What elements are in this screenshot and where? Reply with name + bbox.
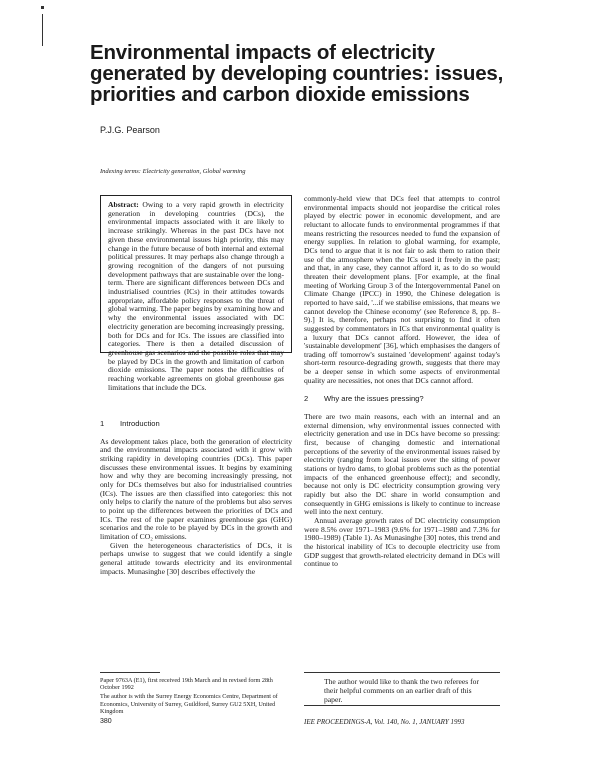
- footnote-received: Paper 9763A (E1), first received 19th March and in revised form 28th October 1992: [100, 677, 273, 692]
- page-number: 380: [100, 718, 112, 725]
- abstract-text: Owing to a very rapid growth in electricity generation in developing countries (DCs), the environmental impacts associated with it are likely to increase strikingly. Whereas in the past DCs have not given these environmental issues high priority, this may change in the future because of both internal and external political pressures. It may perhaps also change through a growing recognition of the dangers of not pursuing development pathways that are sustainable over the long-term. There are significant differences between DCs and industrialised countries (ICs) in their attitudes towards appropriate, affordable policy responses to the threat of global warming. The paper begins by examining how and why the environmental issues associated with DC electricity generation are becoming increasingly pressing, both for DCs and for ICs. The issues are classified into categories. There is then a detailed discussion of greenhouse gas scenarios and the possible roles that may be played by DCs in the growth and limitation of carbon dioxide emissions. The paper notes the difficulties of reaching workable agreements on global greenhouse gas limitations that include the DCs.: [108, 200, 284, 392]
- abstract-box: [100, 195, 292, 392]
- footnote-rule: [100, 672, 160, 673]
- footnote-affiliation: The author is with the Surrey Energy Economics Centre, Department of Economics, University of Surrey, Guildford, Surrey GU2 5XH, United Kingdom: [100, 693, 278, 715]
- section-2-paragraph: There are two main reasons, each with an internal and an external dimension, why environmental issues connected with electricity generation and use in DCs have become so pressing: first, because of changing domestic and international perceptions of the severity of the environmental issues raised by electricity (ranging from local issues over the siting of power stations or hydro dams, to global problems such as the potential impacts of the enhanced greenhouse effect); and secondly, because not only is DC electricity consumption growing very rapidly but also the DC share in world consumption and consequently in GHG emissions is likely to continue to increase well into the next century.: [304, 412, 500, 517]
- right-column: [304, 195, 500, 665]
- paper-title: Environmental impacts of electricity generated by developing countries: issues, priorities and carbon dioxide emissions: [90, 41, 504, 106]
- section-2-paragraph: Annual average growth rates of DC electricity consumption were 8.5% over 1971–1983 (9.6% for 1971–1980 and 7.3% for 1980–1989) (Table 1). As Munasinghe [30] notes, this trend and the historical inability of ICs to decouple electricity use from GDP suggest that growth-related electricity demand in DCs will continue to: [304, 515, 500, 569]
- left-column: [100, 420, 292, 670]
- indexing-terms: Indexing terms: Electricity generation, Global warming: [100, 168, 246, 175]
- journal-footer: IEE PROCEEDINGS-A, Vol. 140, No. 1, JANUARY 1993: [304, 718, 465, 726]
- margin-mark: [42, 14, 43, 46]
- section-2-heading: [304, 395, 500, 404]
- section-1-heading: [100, 420, 292, 429]
- section-1-paragraph: As development takes place, both the generation of electricity and the environmental impacts associated with it grow with striking rapidity in developing countries (DCs). This paper discusses these environmental issues. It begins by examining how and why they are becoming increasingly pressing, not only for DCs themselves but also for industrialised countries (ICs). The issues are then classified into categories: this not only helps to clarify the nature of the problems but also serves to point up the differences between the priorities of DCs and ICs. The rest of the paper examines greenhouse gas (GHG) scenarios and the role to be played by DCs in the growth and limitation of CO₂ emissions.: [100, 436, 292, 541]
- section-1-title: Introduction: [120, 419, 160, 428]
- abstract-label: Abstract:: [108, 200, 139, 209]
- section-2-title: Why are the issues pressing?: [324, 394, 424, 404]
- section-1-paragraph: Given the heterogeneous characteristics of DCs, it is perhaps unwise to suggest that we could identify a single general attitude towards electricity and its environmental impacts. Munasinghe [30] describes effectively the: [100, 540, 292, 576]
- footnote: [100, 677, 290, 717]
- author: P.J.G. Pearson: [100, 125, 160, 135]
- section-2-number: 2: [304, 394, 309, 404]
- acknowledgment-box: The author would like to thank the two referees for their helpful comments on an earlier draft of this paper.: [304, 672, 500, 706]
- right-column-intro-paragraph: commonly-held view that DCs feel that attempts to control environmental impacts should not jeopardise the critical roles played by electric power in economic development, and are reluctant to allocate funds to environmental programmes if that means restricting the resources needed to fund the expansion of energy supplies. In relation to global warming, for example, DCs tend to argue that it is not fair to ask them to ration their use of the atmosphere when the ICs used it freely in the past; and that, in any case, they cannot afford it, as to do so would threaten their development plans. [For example, at the final meeting of Working Group 3 of the Intergovernmental Panel on Climate Change (IPCC) in 1990, the Chinese delegation is reported to have said, '...if we stabilise emissions, that means we cannot develop the Chinese economy' (see Reference 8, pp. 8–9).] It is, therefore, perhaps not surprising to find it often suggested by commentators in ICs that environmental quality is a luxury that DCs cannot afford. However, the idea of 'sustainable development' [36], which emphasises the dangers of trading off tomorrow's sustained 'development' against today's short-term resource-degrading growth, suggests that there may be a deeper sense in which some aspects of environmental quality are necessities, not ones that DCs cannot afford.: [304, 194, 500, 385]
- section-1-number: 1: [100, 419, 105, 428]
